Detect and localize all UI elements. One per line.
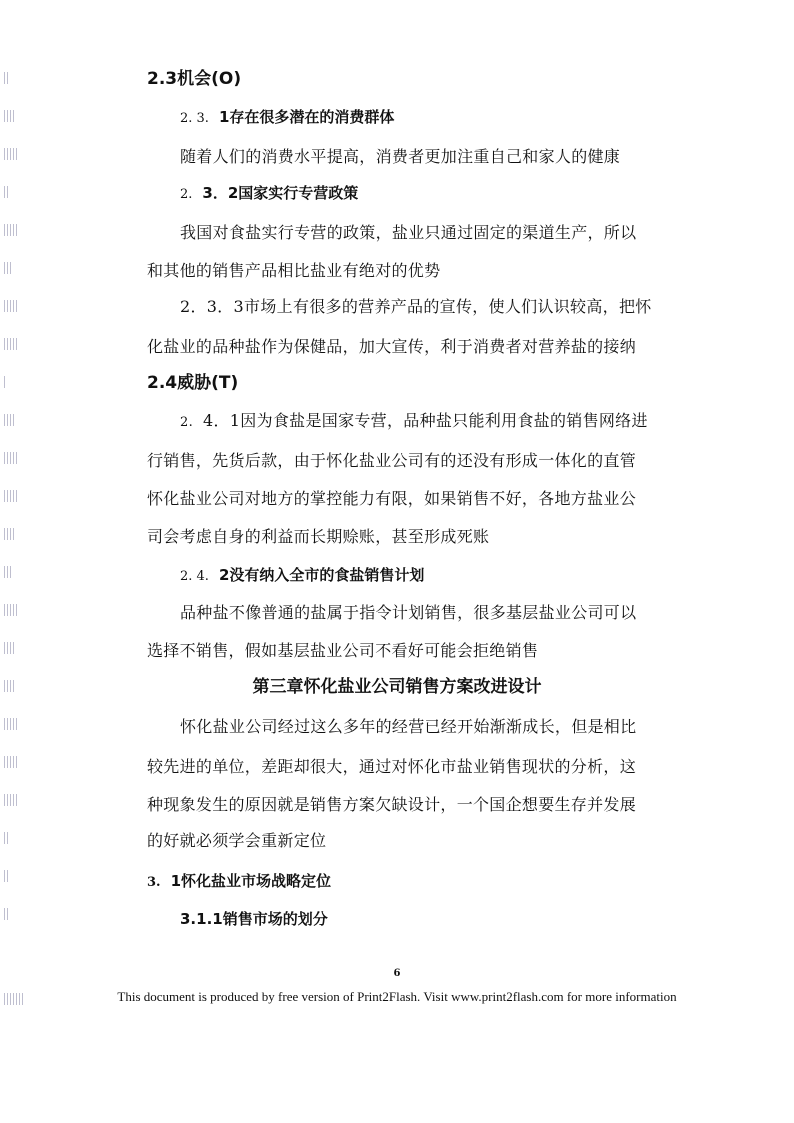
paragraph-line: 怀化盐业公司经过这么多年的经营已经开始渐渐成长，但是相比 [180, 717, 637, 736]
margin-mark [4, 262, 13, 274]
paragraph-line: 种现象发生的原因就是销售方案欠缺设计，一个国企想要生存并发展 [147, 795, 637, 814]
paragraph-line: 2．3．3市场上有很多的营养产品的宣传，使人们认识较高，把怀 [180, 297, 652, 316]
margin-mark [4, 186, 10, 198]
margin-mark [4, 490, 18, 502]
paragraph-line: 较先进的单位，差距却很大，通过对怀化市盐业销售现状的分析，这 [147, 757, 637, 776]
paragraph-line: 和其他的销售产品相比盐业有绝对的优势 [147, 261, 441, 280]
paragraph-line: 品种盐不像普通的盐属于指令计划销售，很多基层盐业公司可以 [180, 603, 637, 622]
margin-mark [4, 300, 18, 312]
subsection-number: 2. 3. [180, 111, 209, 126]
paragraph-line: 化盐业的品种盐作为保健品，加大宣传，利于消费者对营养盐的接纳 [147, 337, 637, 356]
page-number: 6 [393, 968, 401, 979]
subsection-title: 2没有纳入全市的食盐销售计划 [218, 566, 425, 584]
print2flash-footer-notice: This document is produced by free version of Print2Flash. Visit www.print2flash.com for more information [117, 989, 677, 1004]
paragraph-line: 选择不销售，假如基层盐业公司不看好可能会拒绝销售 [147, 641, 539, 660]
section-heading-3-1 [147, 870, 331, 894]
subsection-title: 3．2国家实行专营政策 [202, 184, 359, 202]
margin-mark [4, 566, 11, 578]
margin-mark [4, 908, 9, 920]
paragraph-line: 的好就必须学会重新定位 [147, 831, 327, 850]
margin-mark [4, 528, 15, 540]
margin-mark [4, 756, 18, 768]
paragraph-line: 随着人们的消费水平提高，消费者更加注重自己和家人的健康 [180, 147, 621, 166]
paragraph-line: 我国对食盐实行专营的政策，盐业只通过固定的渠道生产，所以 [180, 223, 637, 242]
chapter-title: 第三章怀化盐业公司销售方案改进设计 [252, 677, 542, 697]
margin-mark [4, 832, 9, 844]
margin-mark [4, 642, 16, 654]
subsection-heading-2-4-2 [180, 564, 424, 588]
paragraph-line: 司会考虑自身的利益而长期赊账，甚至形成死账 [147, 527, 490, 546]
subsection-number: 2. [180, 415, 194, 430]
subsection-number: 2. [180, 187, 193, 202]
margin-mark [4, 72, 9, 84]
paragraph-line: 行销售，先货后款，由于怀化盐业公司有的还没有形成一体化的直管 [147, 451, 637, 470]
margin-mark [4, 148, 18, 160]
subsection-heading-3-1-1: 3.1.1销售市场的划分 [180, 910, 328, 928]
margin-mark [4, 376, 7, 388]
section-heading-2-4: 2.4威胁(T) [147, 373, 239, 393]
section-heading-2-3: 2.3机会(O) [147, 69, 242, 89]
margin-mark [4, 338, 18, 350]
section-number: 3. [147, 875, 161, 890]
margin-mark [4, 224, 18, 236]
margin-mark [4, 718, 18, 730]
paragraph-line: 怀化盐业公司对地方的掌控能力有限，如果销售不好，各地方盐业公 [147, 489, 637, 508]
paragraph-line [180, 410, 648, 434]
subsection-heading-2-3-1 [180, 106, 394, 130]
margin-mark [4, 452, 18, 464]
left-margin-scan-marks [0, 0, 24, 1010]
section-title: 1怀化盐业市场战略定位 [170, 872, 332, 890]
subsection-heading-2-3-2 [180, 182, 358, 206]
margin-mark [4, 604, 18, 616]
margin-mark [4, 110, 14, 122]
margin-mark [4, 794, 18, 806]
subsection-number: 2. 4. [180, 569, 209, 584]
paragraph-text: 4．1因为食盐是国家专营，品种盐只能利用食盐的销售网络进 [203, 411, 648, 430]
margin-mark [4, 870, 10, 882]
subsection-title: 1存在很多潜在的消费群体 [218, 108, 395, 126]
margin-mark [4, 414, 16, 426]
